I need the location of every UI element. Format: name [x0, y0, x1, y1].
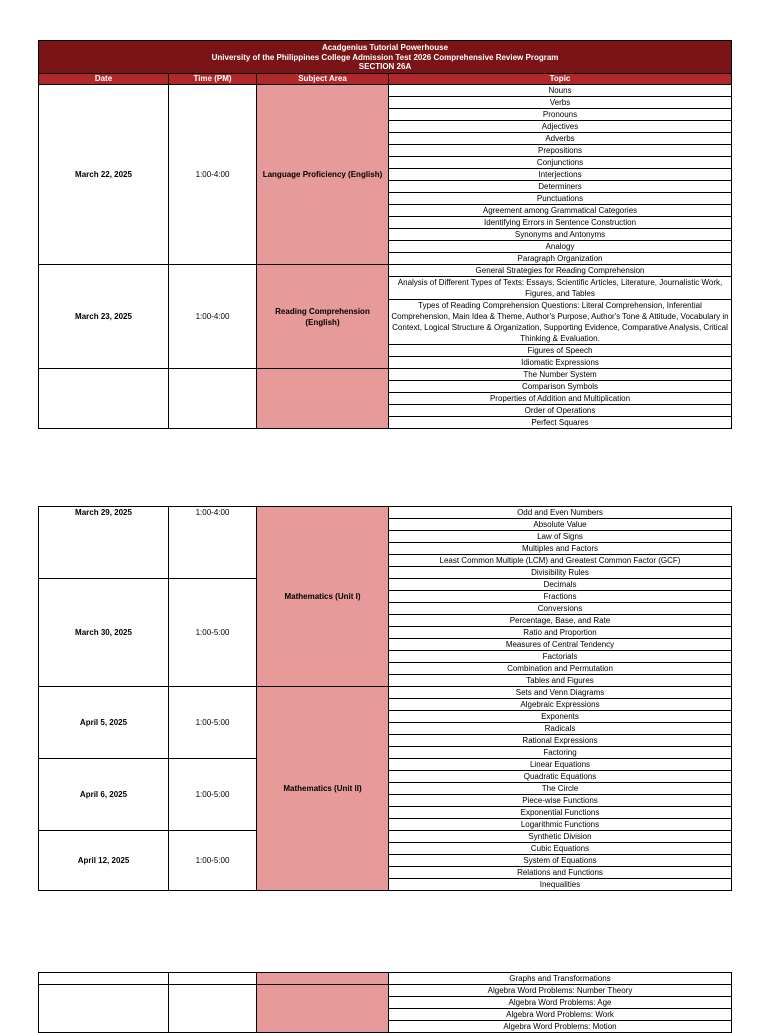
topic-cell: Algebra Word Problems: Age — [389, 997, 732, 1009]
topic-cell: Ratio and Proportion — [389, 627, 732, 639]
topic-cell: Interjections — [389, 169, 732, 181]
topic-cell: Algebra Word Problems: Number Theory — [389, 985, 732, 997]
table-row — [39, 265, 732, 277]
schedule-table-page-1 — [38, 40, 732, 429]
table-title-row — [39, 41, 732, 74]
schedule-table-page-3 — [38, 972, 732, 1033]
topic-cell: Prepositions — [389, 145, 732, 157]
schedule-page-2 — [0, 506, 768, 888]
session-time — [169, 369, 257, 429]
session-time: 1:00-5:00 — [169, 759, 257, 831]
column-header-date: Date — [39, 74, 169, 85]
schedule-table-page-2 — [38, 506, 732, 891]
topic-cell: Sets and Venn Diagrams — [389, 687, 732, 699]
topic-cell: Verbs — [389, 97, 732, 109]
session-time: 1:00-4:00 — [169, 265, 257, 369]
topic-cell: Measures of Central Tendency — [389, 639, 732, 651]
schedule-page-3 — [0, 972, 768, 1031]
topic-cell: Law of Signs — [389, 531, 732, 543]
column-header-topic: Topic — [389, 74, 732, 85]
topic-cell: Relations and Functions — [389, 867, 732, 879]
topic-cell: Percentage, Base, and Rate — [389, 615, 732, 627]
page-3-body — [39, 973, 732, 1033]
topic-cell: Comparison Symbols — [389, 381, 732, 393]
session-time — [169, 985, 257, 1033]
table-row — [39, 85, 732, 97]
topic-cell: The Number System — [389, 369, 732, 381]
column-header-row — [39, 74, 732, 85]
table-row — [39, 507, 732, 519]
topic-cell: Determiners — [389, 181, 732, 193]
topic-cell: Decimals — [389, 579, 732, 591]
title-line-2: University of the Philippines College Admission Test 2026 Comprehensive Review Program — [211, 52, 559, 62]
topic-cell: Logarithmic Functions — [389, 819, 732, 831]
subject-area: Mathematics (Unit I) — [257, 507, 389, 687]
topic-cell: Inequalities — [389, 879, 732, 891]
session-time: 1:00-4:00 — [169, 85, 257, 265]
table-row — [39, 687, 732, 699]
topic-cell: Fractions — [389, 591, 732, 603]
subject-area: Mathematics (Unit II) — [257, 687, 389, 891]
topic-cell: Factorials — [389, 651, 732, 663]
title-line-1: Acadgenius Tutorial Powerhouse — [321, 43, 449, 53]
topic-cell: Nouns — [389, 85, 732, 97]
session-time — [169, 973, 257, 985]
session-time: 1:00-5:00 — [169, 831, 257, 891]
topic-cell: Analogy — [389, 241, 732, 253]
table-row — [39, 985, 732, 997]
subject-area: Language Proficiency (English) — [257, 85, 389, 265]
session-date: April 5, 2025 — [39, 687, 169, 759]
column-header-subject: Subject Area — [257, 74, 389, 85]
topic-cell: Cubic Equations — [389, 843, 732, 855]
topic-cell: Absolute Value — [389, 519, 732, 531]
topic-cell: Analysis of Different Types of Texts: Essays, Scientific Articles, Literature, Journalistic Work, Figures, and Tables — [389, 277, 732, 300]
topic-cell: Rational Expressions — [389, 735, 732, 747]
schedule-page-1 — [0, 0, 768, 427]
topic-cell: Linear Equations — [389, 759, 732, 771]
topic-cell: Graphs and Transformations — [389, 973, 732, 985]
session-date: March 29, 2025 — [39, 507, 169, 579]
table-row — [39, 369, 732, 381]
topic-cell: Identifying Errors in Sentence Construction — [389, 217, 732, 229]
session-date — [39, 973, 169, 985]
topic-cell: Tables and Figures — [389, 675, 732, 687]
topic-cell: Synonyms and Antonyms — [389, 229, 732, 241]
session-date: April 6, 2025 — [39, 759, 169, 831]
session-time: 1:00-4:00 — [169, 507, 257, 579]
topic-cell: Piece-wise Functions — [389, 795, 732, 807]
topic-cell: Multiples and Factors — [389, 543, 732, 555]
table-row — [39, 973, 732, 985]
topic-cell: The Circle — [389, 783, 732, 795]
topic-cell: General Strategies for Reading Comprehension — [389, 265, 732, 277]
topic-cell: Idiomatic Expressions — [389, 357, 732, 369]
title-line-3: SECTION 26A — [358, 62, 412, 72]
topic-cell: Figures of Speech — [389, 345, 732, 357]
topic-cell: Punctuations — [389, 193, 732, 205]
session-date: March 30, 2025 — [39, 579, 169, 687]
page-1-body — [39, 85, 732, 429]
column-header-time: Time (PM) — [169, 74, 257, 85]
topic-cell: Conversions — [389, 603, 732, 615]
topic-cell: Algebra Word Problems: Work — [389, 1009, 732, 1021]
topic-cell: Perfect Squares — [389, 417, 732, 429]
topic-cell: Pronouns — [389, 109, 732, 121]
session-date — [39, 985, 169, 1033]
session-date: April 12, 2025 — [39, 831, 169, 891]
topic-cell: System of Equations — [389, 855, 732, 867]
topic-cell: Combination and Permutation — [389, 663, 732, 675]
topic-cell: Least Common Multiple (LCM) and Greatest Common Factor (GCF) — [389, 555, 732, 567]
subject-area — [257, 985, 389, 1033]
session-date: March 23, 2025 — [39, 265, 169, 369]
topic-cell: Agreement among Grammatical Categories — [389, 205, 732, 217]
topic-cell: Algebraic Expressions — [389, 699, 732, 711]
topic-cell: Adjectives — [389, 121, 732, 133]
topic-cell: Radicals — [389, 723, 732, 735]
topic-cell: Adverbs — [389, 133, 732, 145]
subject-area — [257, 369, 389, 429]
topic-cell: Conjunctions — [389, 157, 732, 169]
topic-cell: Order of Operations — [389, 405, 732, 417]
topic-cell: Factoring — [389, 747, 732, 759]
session-time: 1:00-5:00 — [169, 687, 257, 759]
session-time: 1:00-5:00 — [169, 579, 257, 687]
topic-cell: Synthetic Division — [389, 831, 732, 843]
topic-cell: Types of Reading Comprehension Questions: Literal Comprehension, Inferential Comprehension, Main Idea & Theme, Author's Purpose, Author's Tone & Attitude, Vocabulary in Context, Logical Structure & Organization, Supporting Evidence, Comparative Analysis, Critical Thinking & Evaluation. — [389, 300, 732, 345]
topic-cell: Odd and Even Numbers — [389, 507, 732, 519]
topic-cell: Exponents — [389, 711, 732, 723]
topic-cell: Algebra Word Problems: Motion — [389, 1021, 732, 1033]
topic-cell: Properties of Addition and Multiplication — [389, 393, 732, 405]
subject-area — [257, 973, 389, 985]
session-date: March 22, 2025 — [39, 85, 169, 265]
topic-cell: Paragraph Organization — [389, 253, 732, 265]
topic-cell: Divisibility Rules — [389, 567, 732, 579]
subject-area: Reading Comprehension (English) — [257, 265, 389, 369]
topic-cell: Quadratic Equations — [389, 771, 732, 783]
table-title — [39, 41, 732, 74]
page-2-body — [39, 507, 732, 891]
session-date — [39, 369, 169, 429]
topic-cell: Exponential Functions — [389, 807, 732, 819]
